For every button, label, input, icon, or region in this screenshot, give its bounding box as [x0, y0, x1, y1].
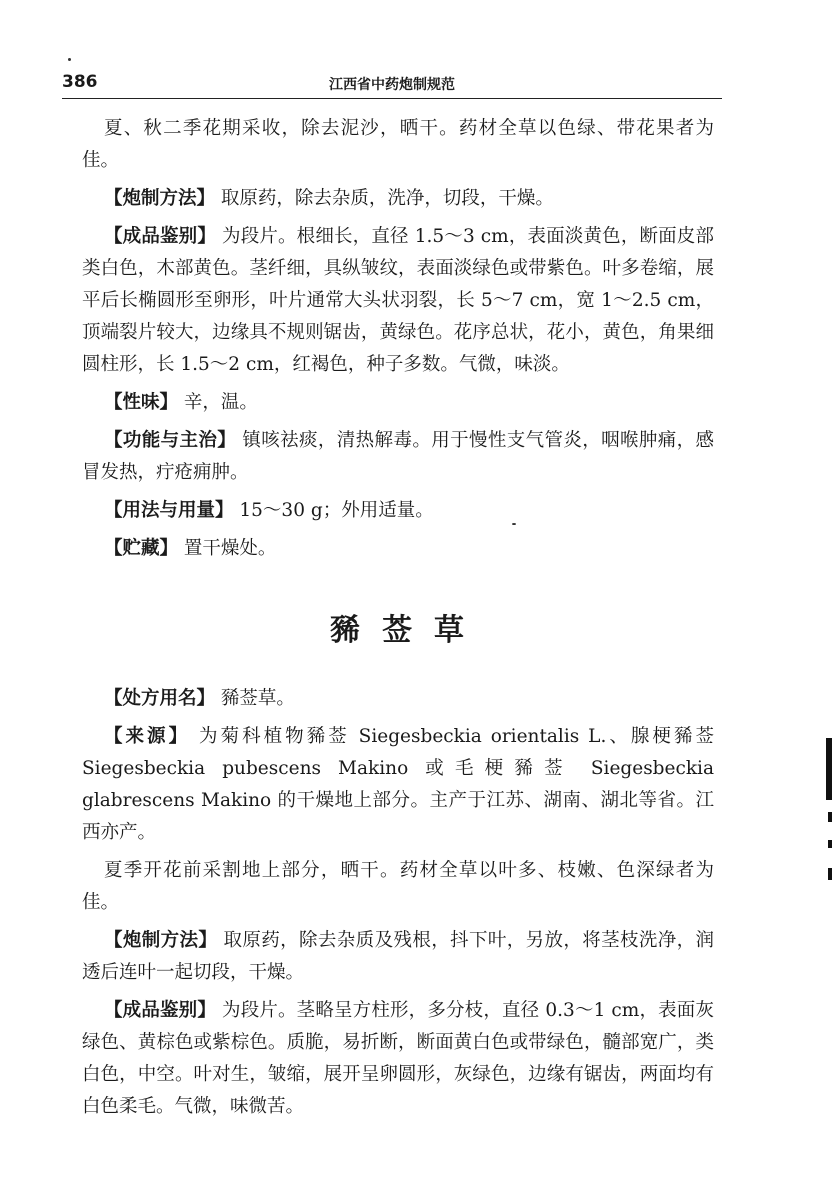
section-tag: 【功能与主治】	[104, 430, 237, 451]
scan-edge-mark	[828, 868, 832, 880]
function-paragraph	[82, 425, 714, 489]
section-text: 镇咳祛痰，清热解毒。用于慢性支气管炎，咽喉肿痛，感冒发热，疔疮痈肿。	[82, 430, 714, 483]
section-text: 取原药，除去杂质及残根，抖下叶，另放，将茎枝洗净，润透后连叶一起切段，干燥。	[82, 930, 714, 983]
section-tag: 【成品鉴别】	[104, 226, 216, 247]
harvest-paragraph: 夏、秋二季花期采收，除去泥沙，晒干。药材全草以色绿、带花果者为佳。	[82, 118, 714, 171]
storage-paragraph	[82, 533, 714, 565]
source-paragraph	[82, 721, 714, 849]
identification-paragraph	[82, 995, 714, 1123]
section-text: 置干燥处。	[178, 538, 277, 559]
prescription-name-paragraph	[82, 683, 714, 715]
scan-edge-mark	[828, 840, 832, 848]
page-number: 386	[62, 72, 98, 92]
harvest-paragraph: 夏季开花前采割地上部分，晒干。药材全草以叶多、枝嫩、色深绿者为佳。	[82, 860, 714, 913]
section-text: 辛，温。	[178, 392, 258, 413]
section-tag: 【来源】	[104, 726, 191, 747]
scan-speck	[68, 58, 71, 61]
entry-title: 豨莶草	[330, 613, 486, 648]
page-content	[82, 113, 714, 1129]
section-text: 取原药，除去杂质，洗净，切段，干燥。	[215, 188, 554, 209]
section-tag: 【性味】	[104, 392, 179, 413]
scan-edge-mark	[828, 812, 832, 822]
section-text: 豨莶草。	[215, 688, 295, 709]
section-tag: 【炮制方法】	[104, 188, 216, 209]
nature-paragraph	[82, 387, 714, 419]
identification-paragraph	[82, 221, 714, 381]
section-tag: 【处方用名】	[104, 688, 216, 709]
section-text: 为菊科植物豨莶 Siegesbeckia orientalis L.、腺梗豨莶 Siegesbeckia pubescens Makino 或毛梗豨莶 Siegesbeckia glabrescens Makino 的干燥地上部分。主产于江苏、湖南、湖北等省。江西亦产。	[82, 726, 714, 843]
section-text: 为段片。根细长，直径 1.5～3 cm，表面淡黄色，断面皮部类白色，木部黄色。茎纤细，具纵皱纹，表面淡绿色或带紫色。叶多卷缩，展平后长椭圆形至卵形，叶片通常大头状羽裂，长 5～7 cm，宽 1～2.5 cm，顶端裂片较大，边缘具不规则锯齿，黄绿色。花序总状，花小，黄色，角果细圆柱形，长 1.5～2 cm，红褐色，种子多数。气微，味淡。	[82, 226, 714, 375]
section-tag: 【用法与用量】	[104, 500, 234, 521]
running-title: 江西省中药炮制规范	[329, 77, 455, 93]
processing-paragraph	[82, 925, 714, 989]
section-tag: 【成品鉴别】	[104, 1000, 216, 1021]
usage-paragraph	[82, 495, 714, 527]
page-header	[62, 72, 722, 99]
section-tag: 【炮制方法】	[104, 930, 218, 951]
section-text: 为段片。茎略呈方柱形，多分枝，直径 0.3～1 cm，表面灰绿色、黄棕色或紫棕色。质脆，易折断，断面黄白色或带绿色，髓部宽广，类白色，中空。叶对生，皱缩，展开呈卵圆形，灰绿色，边缘有锯齿，两面均有白色柔毛。气微，味微苦。	[82, 1000, 714, 1117]
section-text: 15～30 g；外用适量。	[233, 500, 434, 521]
scan-edge-mark	[826, 738, 832, 800]
processing-paragraph	[82, 183, 714, 215]
section-tag: 【贮藏】	[104, 538, 179, 559]
